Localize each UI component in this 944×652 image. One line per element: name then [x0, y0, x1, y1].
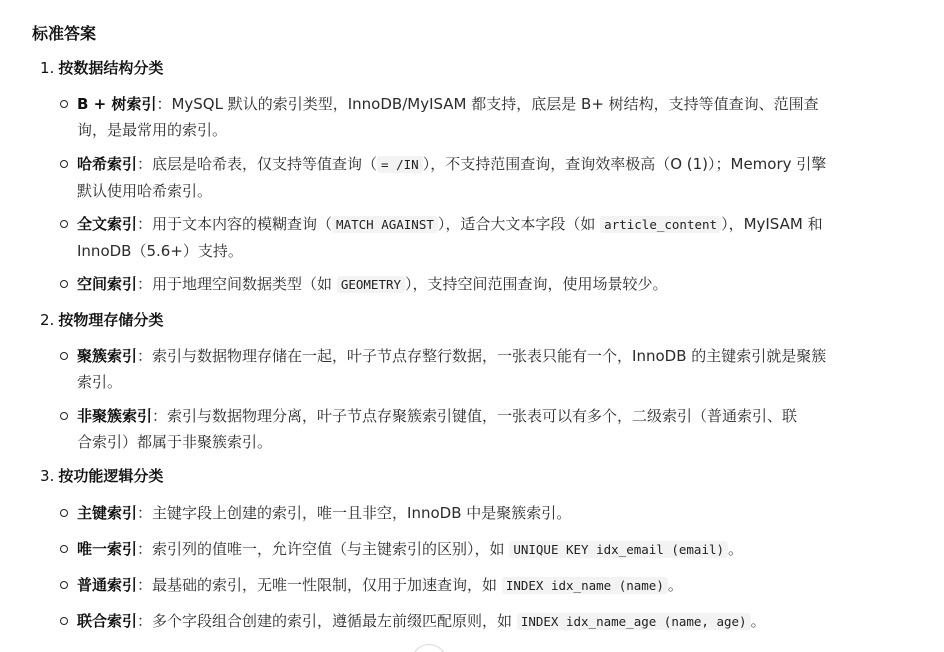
item-description: ），不支持范围查询，查询效率极高（O (1)）；Memory 引擎默认使用哈希索引。	[77, 155, 827, 200]
inline-code: GEOMETRY	[337, 276, 405, 293]
term-separator: ：	[137, 540, 153, 558]
item-description: 最基础的索引，无唯一性限制，仅用于加速查询，如	[152, 576, 502, 594]
bullet-icon	[60, 280, 68, 288]
document-title: 标准答案	[32, 24, 97, 43]
term-separator: ：	[152, 407, 168, 425]
section-number: 3.	[40, 467, 55, 485]
index-term: 全文索引	[77, 215, 138, 233]
term-separator: ：	[137, 576, 153, 594]
bullet-icon	[60, 412, 68, 420]
item-description: MySQL 默认的索引类型，InnoDB/MyISAM 都支持，底层是 B+ 树结构，支持等值查询、范围查询，是最常用的索引。	[77, 95, 819, 139]
section-title: 按物理存储分类	[58, 311, 164, 329]
item-description: 。	[667, 576, 683, 594]
inline-code: INDEX idx_name (name)	[502, 577, 668, 594]
section-title: 按数据结构分类	[58, 59, 164, 77]
bullet-icon	[60, 617, 68, 625]
item-description: 底层是哈希表，仅支持等值查询（	[152, 155, 378, 173]
item-description: ），MyISAM 和 InnoDB（5.6+）支持。	[77, 215, 823, 260]
item-description: 用于文本内容的模糊查询（	[152, 215, 333, 233]
scroll-to-bottom-button[interactable]	[411, 644, 447, 652]
section-heading-functional-logic	[40, 466, 163, 486]
inline-code: article_content	[600, 216, 721, 233]
index-term: 主键索引	[77, 504, 138, 522]
item-description: 。	[728, 540, 744, 558]
section-title: 按功能逻辑分类	[58, 467, 164, 485]
bullet-icon	[60, 100, 68, 108]
item-description: ），支持空间范围查询，使用场景较少。	[405, 275, 668, 293]
item-description: 多个字段组合创建的索引，遵循最左前缀匹配原则，如	[152, 612, 517, 630]
bullet-icon	[60, 352, 68, 360]
inline-code: MATCH AGAINST	[332, 216, 438, 233]
term-separator: ：	[137, 347, 153, 365]
item-description: 。	[750, 612, 766, 630]
term-separator: ：	[137, 275, 153, 293]
bullet-icon	[60, 220, 68, 228]
section-number: 1.	[40, 59, 55, 77]
index-term: 聚簇索引	[77, 347, 138, 365]
section-heading-physical-storage	[40, 310, 163, 330]
index-term: 普通索引	[77, 576, 138, 594]
index-term: 唯一索引	[77, 540, 138, 558]
index-term: 哈希索引	[77, 155, 138, 173]
item-description: 主键字段上创建的索引，唯一且非空，InnoDB 中是聚簇索引。	[152, 504, 572, 522]
item-description: ），适合大文本字段（如	[437, 215, 601, 233]
term-separator: ：	[137, 504, 153, 522]
bullet-icon	[60, 509, 68, 517]
inline-code: UNIQUE KEY idx_email (email)	[509, 541, 728, 558]
term-separator: ：	[137, 155, 153, 173]
index-term: 空间索引	[77, 275, 138, 293]
index-term: B + 树索引	[77, 95, 157, 113]
item-description: 用于地理空间数据类型（如	[152, 275, 337, 293]
inline-code: INDEX idx_name_age (name, age)	[517, 613, 751, 630]
item-description: 索引与数据物理存储在一起，叶子节点存整行数据，一张表只能有一个，InnoDB 的主键索引就是聚簇索引。	[77, 347, 827, 391]
section-heading-data-structure	[40, 58, 163, 78]
bullet-icon	[60, 581, 68, 589]
index-term: 非聚簇索引	[77, 407, 153, 425]
section-number: 2.	[40, 311, 55, 329]
term-separator: ：	[137, 612, 153, 630]
bullet-icon	[60, 160, 68, 168]
term-separator: ：	[137, 215, 153, 233]
index-term: 联合索引	[77, 612, 138, 630]
term-separator: ：	[156, 95, 172, 113]
bullet-icon	[60, 545, 68, 553]
inline-code: = /IN	[377, 156, 423, 173]
item-description: 索引列的值唯一，允许空值（与主键索引的区别），如	[152, 540, 510, 558]
item-description: 索引与数据物理分离，叶子节点存聚簇索引键值，一张表可以有多个，二级索引（普通索引、联合索引）都属于非聚簇索引。	[77, 407, 798, 451]
